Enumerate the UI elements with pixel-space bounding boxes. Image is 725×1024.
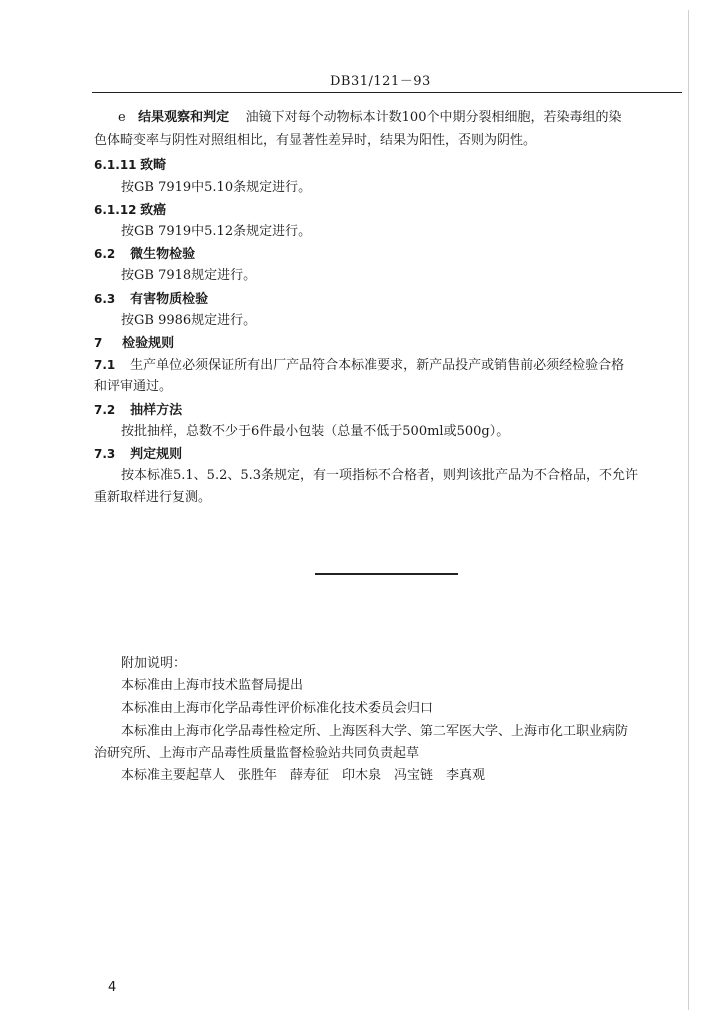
section-7-number: 7	[94, 336, 103, 350]
section-7-1-line-1	[94, 355, 624, 376]
section-6-1-11-text: 按GB 7919中5.10条规定进行。	[121, 180, 312, 195]
section-7-3-heading	[94, 444, 182, 465]
section-6-1-11-heading	[94, 155, 166, 176]
section-6-1-11-number: 6.1.11	[94, 158, 137, 172]
section-6-2-title: 微生物检验	[130, 247, 196, 262]
appendix-line-1: 本标准由上海市技术监督局提出	[121, 678, 304, 693]
section-7-2-number: 7.2	[94, 403, 116, 417]
section-7-3-text-1: 按本标准5.1、5.2、5.3条规定，有一项指标不合格者，则判该批产品为不合格品，不允许	[121, 468, 639, 483]
section-7-2-heading	[94, 400, 182, 421]
section-6-1-12-heading	[94, 200, 166, 221]
appendix-line-2: 本标准由上海市化学品毒性评价标准化技术委员会归口	[121, 701, 434, 716]
section-7-3-title: 判定规则	[130, 447, 183, 462]
item-e-text-2: 色体畸变率与阴性对照组相比，有显著性差异时，结果为阳性，否则为阴性。	[94, 133, 537, 148]
section-7-3-number: 7.3	[94, 447, 116, 461]
page-number: 4	[108, 980, 117, 995]
appendix-line-4: 本标准主要起草人 张胜年 薛寿征 印木泉 冯宝链 李真观	[121, 768, 486, 783]
end-of-text-rule	[315, 573, 458, 575]
section-7-1-text-2: 和评审通过。	[94, 379, 173, 394]
section-7-3-text-2: 重新取样进行复测。	[94, 490, 212, 505]
section-7-heading	[94, 333, 174, 354]
section-7-1-text-1: 生产单位必须保证所有出厂产品符合本标准要求，新产品投产或销售前必须经检验合格	[130, 358, 625, 373]
section-6-3-text: 按GB 9986规定进行。	[121, 313, 257, 328]
section-6-1-12-number: 6.1.12	[94, 203, 137, 217]
item-e-label: e	[118, 110, 126, 125]
section-6-1-12-title: 致癌	[140, 203, 167, 218]
item-e-line-1	[118, 108, 621, 128]
section-6-1-12-text: 按GB 7919中5.12条规定进行。	[121, 224, 312, 239]
header-rule	[92, 92, 682, 93]
appendix-heading: 附加说明：	[121, 656, 187, 671]
section-6-3-title: 有害物质检验	[130, 292, 209, 307]
section-7-title: 检验规则	[122, 336, 175, 351]
section-7-2-text: 按批抽样，总数不少于6件最小包装（总量不低于500ml或500g）。	[121, 424, 510, 439]
section-6-2-text: 按GB 7918规定进行。	[121, 268, 257, 283]
item-e-text-1: 油镜下对每个动物标本计数100个中期分裂相细胞，若染毒组的染	[245, 110, 622, 125]
section-7-2-title: 抽样方法	[130, 403, 183, 418]
standard-code-header: DB31/121－93	[330, 74, 431, 89]
appendix-line-3a: 本标准由上海市化学品毒性检定所、上海医科大学、第二军医大学、上海市化工职业病防	[121, 724, 629, 739]
section-6-2-number: 6.2	[94, 247, 116, 261]
item-e-title: 结果观察和判定	[138, 110, 230, 125]
section-6-3-heading	[94, 289, 208, 310]
appendix-line-3b: 治研究所、上海市产品毒性质量监督检验站共同负责起草	[94, 746, 420, 761]
scan-edge-line	[688, 10, 689, 1010]
section-6-1-11-title: 致畸	[140, 158, 167, 173]
section-7-1-number: 7.1	[94, 358, 116, 372]
section-6-3-number: 6.3	[94, 292, 116, 306]
section-6-2-heading	[94, 244, 195, 265]
